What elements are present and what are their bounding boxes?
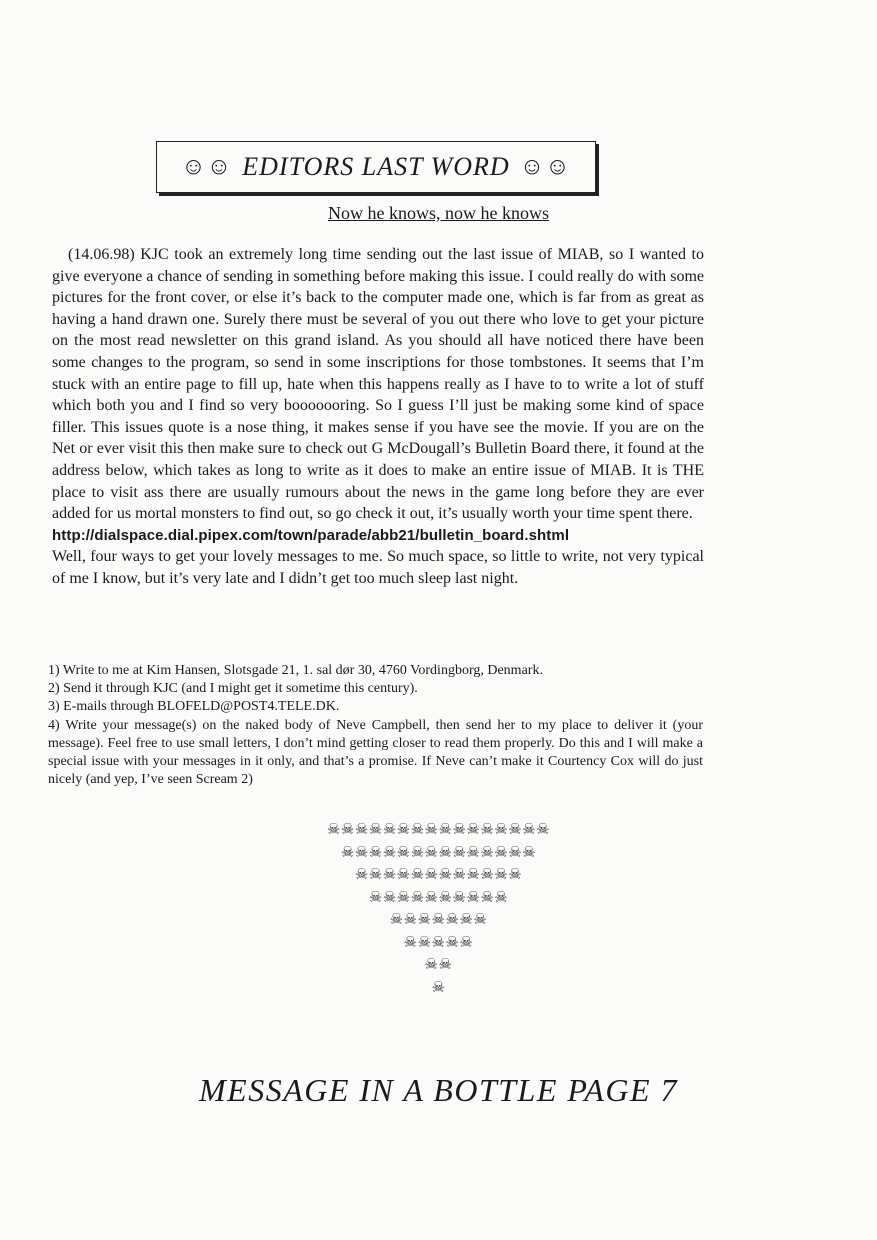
skull-row-icon: ☠☠☠☠☠☠☠☠☠☠☠☠ — [354, 865, 523, 883]
article-paragraph-1: (14.06.98) KJC took an extremely long time sending out the last issue of MIAB, so I wanted to give everyone a chance of sending in something before making this issue. I could really do with some pictures for the front cover, or else it’s back to the computer made one, which is far from as great as having a hand drawn one. Surely there must be several of you out there who love to get your picture on the most read newsletter on this grand island. As you should all have noticed there have been some changes to the program, so send in some inscriptions for those tombstones. It seems that I’m stuck with an entire page to fill up, hate when this happens really as I have to to write a lot of stuff which both you and I find so very booooooring. So I guess I’ll just be making some kind of space filler. This issues quote is a nose thing, it makes sense if you have see the movie. If you are on the Net or ever visit this then make sure to check out G McDougall’s Bulletin Board there, it found at the address below, which takes as long to write as it does to make an entire issue of MIAB. It is THE place to visit ass there are usually rumours about the news in the game long before they are ever added for us mortal monsters to find out, so go check it out, it’s usually worth your time spent there. — [52, 246, 704, 523]
skull-row-icon: ☠☠☠☠☠☠☠☠☠☠☠☠☠☠☠☠ — [326, 820, 551, 838]
skull-row-icon: ☠ — [431, 977, 446, 996]
skull-row-icon: ☠☠☠☠☠☠☠ — [389, 910, 488, 928]
skull-row-icon: ☠☠ — [424, 955, 453, 973]
skull-row-icon: ☠☠☠☠☠ — [403, 932, 474, 951]
skull-row-icon: ☠☠☠☠☠☠☠☠☠☠ — [368, 887, 509, 906]
smiley-right-icon: ☺☺ — [519, 153, 571, 180]
contact-item: 2) Send it through KJC (and I might get it sometime this century). — [48, 681, 418, 697]
contact-item: 4) Write your message(s) on the naked body of Neve Campbell, then send her to my place to deliver it (your message). Feel free to use small letters, I don’t mind getting closer to read them properly. Do this and I will make a special issue with your messages in it only, and that’s a promise. If Neve can’t make it Courtency Cox will do just nicely (and yep, I’ve seen Scream 2) — [48, 717, 703, 788]
contact-item: 1) Write to me at Kim Hansen, Slotsgade 21, 1. sal dør 30, 4760 Vordingborg, Denmark. — [48, 663, 543, 678]
article-body — [52, 244, 704, 590]
bulletin-board-url: http://dialspace.dial.pipex.com/town/parade/abb21/bulletin_board.shtml — [52, 526, 570, 544]
article-paragraph-2: Well, four ways to get your lovely messages to me. So much space, so little to write, not very typical of me I know, but it’s very late and I didn’t get too much sleep last night. — [52, 548, 704, 587]
page-title: EDITORS LAST WORD — [242, 152, 510, 181]
editors-last-word-title-box — [156, 141, 596, 193]
skull-triangle-decoration — [0, 818, 877, 998]
page-footer: MESSAGE IN A BOTTLE PAGE 7 — [198, 1072, 678, 1108]
article-subtitle: Now he knows, now he knows — [328, 203, 549, 223]
skull-row-icon: ☠☠☠☠☠☠☠☠☠☠☠☠☠☠ — [340, 842, 537, 861]
contact-item: 3) E-mails through BLOFELD@POST4.TELE.DK. — [48, 699, 340, 715]
smiley-left-icon: ☺☺ — [181, 153, 233, 180]
contact-methods-list — [48, 662, 703, 789]
